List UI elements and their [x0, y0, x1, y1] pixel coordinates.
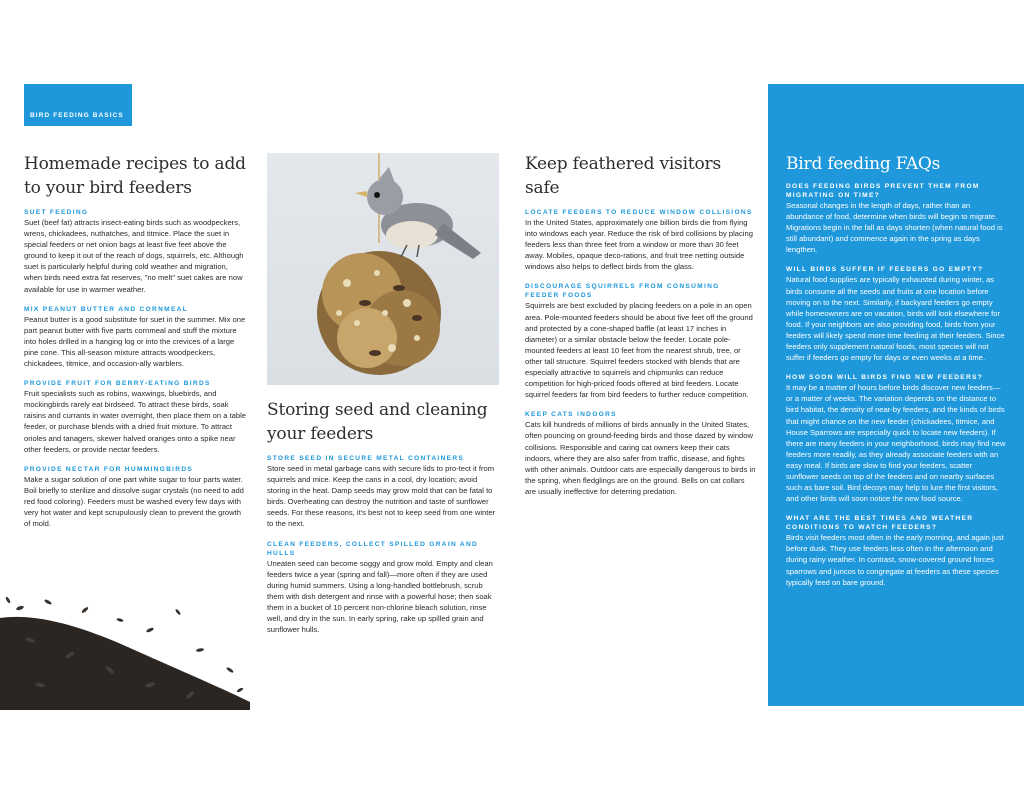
titmouse-photo [267, 153, 499, 385]
recipes-title: Homemade recipes to add to your bird feeders [24, 154, 246, 198]
section-body: Fruit specialists such as robins, waxwings, bluebirds, and mockingbirds rarely eat birdseed. To attract these birds, soak raisins and currants in water overnight, then place them on a table feeder, or purchase blends with a dried fruit mixture. To attract orioles and tanagers, skewer halved oranges onto a spike near other feeders, or provide nectar feeders. [24, 389, 247, 454]
faq-answer: Natural food supplies are typically exhausted during winter, as birds consume all the seeds and fruits at one location before moving on to the next. Similarly, if backyard feeders go empty while homeowners are on vacation, birds will look elsewhere for food. If your neighbors are also providing food, birds from your feeders will likely spend more time feeding at their feeders. Since feeders only supplement natural foods, most species will not suffer if feeders go empty for days or even weeks at a time. [786, 275, 1005, 363]
faq-title: Bird feeding FAQs [786, 154, 941, 174]
section-tag-label: BIRD FEEDING BASICS [30, 112, 124, 119]
storing-title: Storing seed and cleaning your feeders [267, 400, 488, 444]
faq-answer: It may be a matter of hours before birds discover new feeders—or a matter of weeks. The variation depends on the distance to bird habitat, the density of near-by feeders, and the kinds of birds that might chance on the new feeder (chickadees, titmice, and House Sparrows are especially quick to locate new feeders). If there are many feeders in your neighborhood, birds may find new feeders more readily, as they already associate feeders with an easy meal. If birds are slow to find your feeders, scatter sunflower seeds on top of the feeders and on nearby surfaces such as bare soil. Bird decoys may help to lure the first visitors, and other birds will soon notice the new food source. [786, 383, 1006, 504]
section-body: Make a sugar solution of one part white sugar to four parts water. Boil briefly to sterilize and dissolve sugar crystals (no need to add red food coloring). Feeders must be washed every few days with very hot water and kept scrupulously clean to prevent the growth of mold. [24, 474, 244, 529]
faq-question: WILL BIRDS SUFFER IF FEEDERS GO EMPTY? [786, 266, 984, 274]
faq-question: HOW SOON WILL BIRDS FIND NEW FEEDERS? [786, 374, 984, 382]
section-heading: SUET FEEDING [24, 209, 89, 216]
section-heading: PROVIDE FRUIT FOR BERRY-EATING BIRDS [24, 380, 211, 388]
sunflower-seeds-image [0, 590, 250, 710]
section-tag [24, 84, 132, 126]
section-body: Cats kill hundreds of millions of birds annually in the United States, often pouncing on ground-feeding birds and those dazed by window collisions. Responsible and caring cat owners keep their cats indoors, where they are also safer from traffic, disease, and fights with other animals. Outdoor cats are especially dangerous to birds in the spring, when fledglings are on the ground. Bells on cat collars are usually ineffective for deterring predation. [525, 420, 756, 496]
safety-column [525, 152, 757, 507]
bird-on-seed-ball-image [267, 153, 499, 385]
section-body: Suet (beef fat) attracts insect-eating birds such as woodpeckers, wrens, chickadees, nuthatches, and titmice. Place the suet in special feeders or net onion bags at least five feet above the ground to keep it out of the reach of dogs, squirrels, etc. Although suet is particularly helpful during cold weather and migration, when birds need extra fat reserves, "no melt" suet cakes are now available for use in warmer weather. [24, 218, 244, 294]
section-body: Squirrels are best excluded by placing feeders on a pole in an open area. Pole-mounted feeders should be about five feet off the ground and protected by a cone-shaped baffle (at least 17 inches in diameter) or a similar obstacle below the feeder. Locate pole-mounted feeders at least 10 feet from the nearest shrub, tree, or other tall structure. Squirrel feeders stocked with blends that are especially attractive to squirrels and chipmunks can reduce competition for high-priced foods offered at bird feeders. Locate squirrel feeders far from bird feeders to further reduce competition. [525, 301, 753, 400]
faq-answer: Seasonal changes in the length of days, rather than an abundance of food, determine when birds will begin to migrate. Migrations begin in the fall as days shorten (when natural food is still abundant) and commence again in the spring as days lengthen. [786, 201, 1003, 255]
section-heading: DISCOURAGE SQUIRRELS FROM CONSUMING FEEDER FOODS [525, 283, 720, 300]
faq-answer: Birds visit feeders most often in the early morning, and again just before dusk. They use feeders less often in the afternoon and during rainy weather. In contrast, snow-covered ground forces sparrows and juncos to congregate at feeders as these species typically feed on bare ground. [786, 533, 1004, 587]
section-body: In the United States, approximately one billion birds die from flying into windows each year. Reduce the risk of bird collisions by placing feeders less than three feet from a window or more than 30 feet away. Mobiles, opaque deco-rations, and fruit tree netting outside windows also helps to deflect birds from the glass. [525, 218, 753, 272]
section-heading: KEEP CATS INDOORS [525, 411, 617, 419]
safety-title: Keep feathered visitors safe [525, 154, 721, 198]
section-heading: PROVIDE NECTAR FOR HUMMINGBIRDS [24, 465, 194, 473]
section-heading: MIX PEANUT BUTTER AND CORNMEAL [24, 305, 189, 313]
section-heading: LOCATE FEEDERS TO REDUCE WINDOW COLLISIONS [525, 209, 753, 216]
section-heading: STORE SEED IN SECURE METAL CONTAINERS [267, 455, 465, 462]
section-body: Peanut butter is a good substitute for suet in the summer. Mix one part peanut butter with five parts cornmeal and stuff the mixture into holes drilled in a hanging log or into the crevices of a large pine cone. This all-season mixture attracts woodpeckers, chickadees, titmice, and occasion-ally warblers. [24, 314, 246, 369]
section-heading: CLEAN FEEDERS, COLLECT SPILLED GRAIN AND HULLS [267, 540, 479, 557]
faq-question: DOES FEEDING BIRDS PREVENT THEM FROM MIGRATING ON TIME? [786, 183, 980, 199]
recipes-column [24, 152, 248, 539]
storing-column [267, 398, 499, 645]
faq-question: WHAT ARE THE BEST TIMES AND WEATHER CONDITIONS TO WATCH FEEDERS? [786, 515, 974, 532]
section-body: Store seed in metal garbage cans with secure lids to pro-tect it from squirrels and mice. Keep the cans in a cool, dry location; avoid storing in the heat. Damp seeds may grow mold that can be fatal to birds. Overheating can destroy the nutrition and taste of sunflower seeds. For these reasons, it's best not to keep seed from one winter to the next. [267, 464, 496, 529]
section-body: Uneaten seed can become soggy and grow mold. Empty and clean feeders twice a year (spring and fall)—more often if they are used during humid summers. Using a long-handled bottlebrush, scrub them with dish detergent and rinse with a powerful hose; then soak them in a bucket of 10 percent non-chlorine bleach solution, rinse well, and dry in the sun. In early spring, rake up spilled grain and sunflower hulls. [267, 558, 493, 635]
faq-column [786, 152, 1006, 598]
